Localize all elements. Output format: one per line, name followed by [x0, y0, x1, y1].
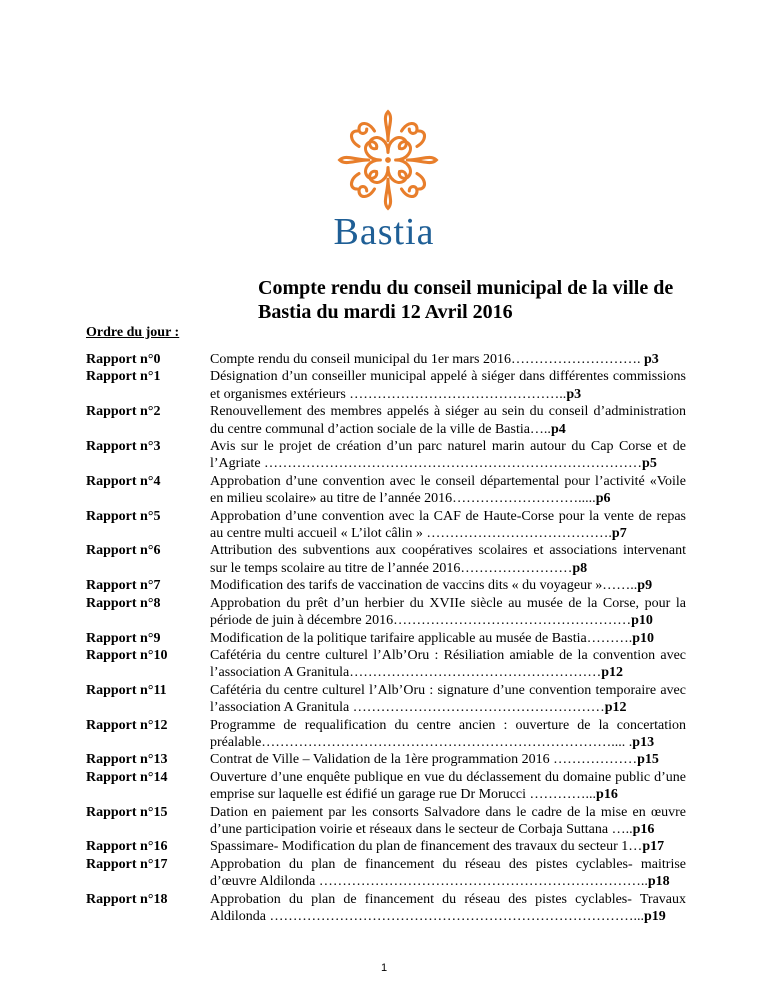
- report-number: Rapport n°14: [86, 769, 168, 785]
- report-description: [210, 751, 686, 768]
- report-page: p10: [632, 630, 654, 646]
- report-description: [210, 804, 686, 839]
- report-page: p12: [601, 665, 623, 681]
- brand-name: Bastia: [333, 211, 435, 253]
- report-number: Rapport n°4: [86, 473, 161, 489]
- report-number: Rapport n°5: [86, 508, 161, 524]
- report-description: [210, 769, 686, 804]
- report-description: [210, 838, 686, 855]
- report-description: [210, 682, 686, 717]
- agenda-item: [86, 751, 686, 768]
- agenda-item: [86, 438, 686, 473]
- report-number: Rapport n°9: [86, 630, 161, 646]
- report-page: p16: [632, 821, 655, 837]
- agenda-item: [86, 577, 686, 594]
- report-text: Désignation d’un conseiller municipal appelé à siéger dans différentes commissions et organismes extérieurs ………………………………………..: [210, 369, 686, 402]
- report-number: Rapport n°6: [86, 543, 161, 559]
- report-page: p17: [642, 839, 665, 855]
- report-page: p8: [572, 560, 588, 576]
- report-description: [210, 630, 686, 647]
- report-description: [210, 595, 686, 630]
- report-number: Rapport n°10: [86, 647, 168, 663]
- report-description: [210, 856, 686, 891]
- title-line-2: Bastia du mardi 12 Avril 2016: [258, 301, 513, 323]
- report-text: Approbation du plan de financement du réseau des pistes cyclables- Travaux Aldilonda ……………………………………………………………………...: [210, 891, 686, 924]
- report-text: Compte rendu du conseil municipal du 1er mars 2016……………………….: [210, 352, 644, 367]
- report-page: p5: [642, 456, 657, 472]
- report-page: p19: [644, 909, 666, 924]
- page-title: [258, 276, 728, 324]
- report-text: Cafétéria du centre culturel l’Alb’Oru : signature d’une convention temporaire avec l’association A Granitula ………………………………………………: [210, 682, 686, 716]
- report-text: Approbation du plan de financement du réseau des pistes cyclables- maitrise d’œuvre Aldilonda ……………………………………………………………..: [210, 856, 686, 890]
- report-text: Approbation du prêt d’un herbier du XVIIe siècle au musée de la Corse, pour la période de juin à décembre 2016……………………………………………: [210, 595, 686, 629]
- report-description: [210, 717, 686, 752]
- report-description: [210, 351, 686, 368]
- report-description: [210, 891, 686, 926]
- report-text: Approbation d’une convention avec la CAF de Haute-Corse pour la vente de repas au centre multi accueil « L’ilot câlin » ………………………………….: [210, 508, 686, 542]
- agenda-item: [86, 891, 686, 926]
- report-number: Rapport n°17: [86, 856, 168, 872]
- report-page: p12: [604, 700, 627, 716]
- report-text: Dation en paiement par les consorts Salvadore dans le cadre de la mise en œuvre d’une participation voirie et réseaux dans le secteur de Corbaja Suttana …..: [210, 804, 686, 837]
- report-page: p9: [637, 578, 653, 594]
- report-text: Avis sur le projet de création d’un parc naturel marin autour du Cap Corse et de l’Agriate ………………………………………………………………………: [210, 439, 686, 472]
- report-text: Ouverture d’une enquête publique en vue du déclassement du domaine public d’une emprise sur laquelle est édifié un garage rue Dr Morucci …………...: [210, 769, 686, 803]
- agenda-item: [86, 630, 686, 647]
- agenda-item: [86, 473, 686, 508]
- report-number: Rapport n°11: [86, 682, 167, 698]
- report-description: [210, 438, 686, 473]
- report-description: [210, 508, 686, 543]
- agenda-item: [86, 856, 686, 891]
- report-text: Renouvellement des membres appelés à siéger au sein du conseil d’administration du centre communal d’action sociale de la ville de Bastia…..: [210, 404, 686, 437]
- report-text: Contrat de Ville – Validation de la 1ère programmation 2016 ………………: [210, 752, 638, 768]
- agenda-item: [86, 804, 686, 839]
- agenda-item: [86, 351, 686, 368]
- agenda-item: [86, 838, 686, 855]
- report-text: Approbation d’une convention avec le conseil départemental pour l’activité «Voile en milieu scolaire» au titre de l’année 2016……………………….....: [210, 473, 686, 507]
- report-number: Rapport n°0: [86, 352, 161, 367]
- swirl-emblem-icon: [330, 102, 446, 218]
- report-number: Rapport n°2: [86, 404, 161, 420]
- report-page: p4: [550, 421, 566, 437]
- report-number: Rapport n°13: [86, 752, 168, 768]
- report-number: Rapport n°15: [86, 804, 168, 820]
- report-number: Rapport n°12: [86, 717, 168, 733]
- report-page: p3: [566, 386, 582, 402]
- report-page: p16: [596, 787, 618, 803]
- report-number: Rapport n°7: [86, 578, 161, 594]
- report-text: Attribution des subventions aux coopératives scolaires et associations intervenant sur le temps scolaire au titre de l’année 2016……………………: [210, 543, 686, 576]
- report-number: Rapport n°16: [86, 839, 168, 855]
- report-text: Programme de requalification du centre ancien : ouverture de la concertation préalable………………………………………………………………….... .: [210, 717, 686, 750]
- agenda-item: [86, 717, 686, 752]
- report-number: Rapport n°3: [86, 439, 161, 455]
- agenda-heading: Ordre du jour :: [86, 325, 180, 340]
- report-description: [210, 473, 686, 508]
- report-text: Spassimare- Modification du plan de financement des travaux du secteur 1…: [210, 839, 643, 855]
- report-number: Rapport n°18: [86, 891, 168, 907]
- page-number: 1: [380, 962, 388, 974]
- report-page: p13: [632, 734, 655, 750]
- agenda-item: [86, 769, 686, 804]
- agenda-item: [86, 542, 686, 577]
- report-description: [210, 647, 686, 682]
- report-page: p3: [643, 352, 659, 367]
- report-page: p6: [595, 491, 611, 507]
- report-text: Cafétéria du centre culturel l’Alb’Oru : Résiliation amiable de la convention avec l’association A Granitula………………………………………………: [210, 647, 686, 681]
- agenda-item: [86, 595, 686, 630]
- report-text: Modification des tarifs de vaccination de vaccins dits « du voyageur »……..: [210, 578, 638, 594]
- agenda-item: [86, 368, 686, 403]
- report-text: Modification de la politique tarifaire applicable au musée de Bastia……….: [210, 630, 633, 646]
- report-number: Rapport n°1: [86, 369, 161, 385]
- report-page: p15: [637, 752, 659, 768]
- report-number: Rapport n°8: [86, 595, 161, 611]
- agenda-item: [86, 508, 686, 543]
- report-page: p7: [611, 526, 627, 542]
- agenda-list: [86, 351, 686, 925]
- report-description: [210, 577, 686, 594]
- title-line-1: Compte rendu du conseil municipal de la ville de: [258, 277, 674, 299]
- agenda-item: [86, 682, 686, 717]
- report-description: [210, 542, 686, 577]
- agenda-item: [86, 647, 686, 682]
- report-page: p18: [647, 874, 670, 890]
- report-description: [210, 368, 686, 403]
- report-page: p10: [631, 613, 653, 629]
- agenda-item: [86, 403, 686, 438]
- report-description: [210, 403, 686, 438]
